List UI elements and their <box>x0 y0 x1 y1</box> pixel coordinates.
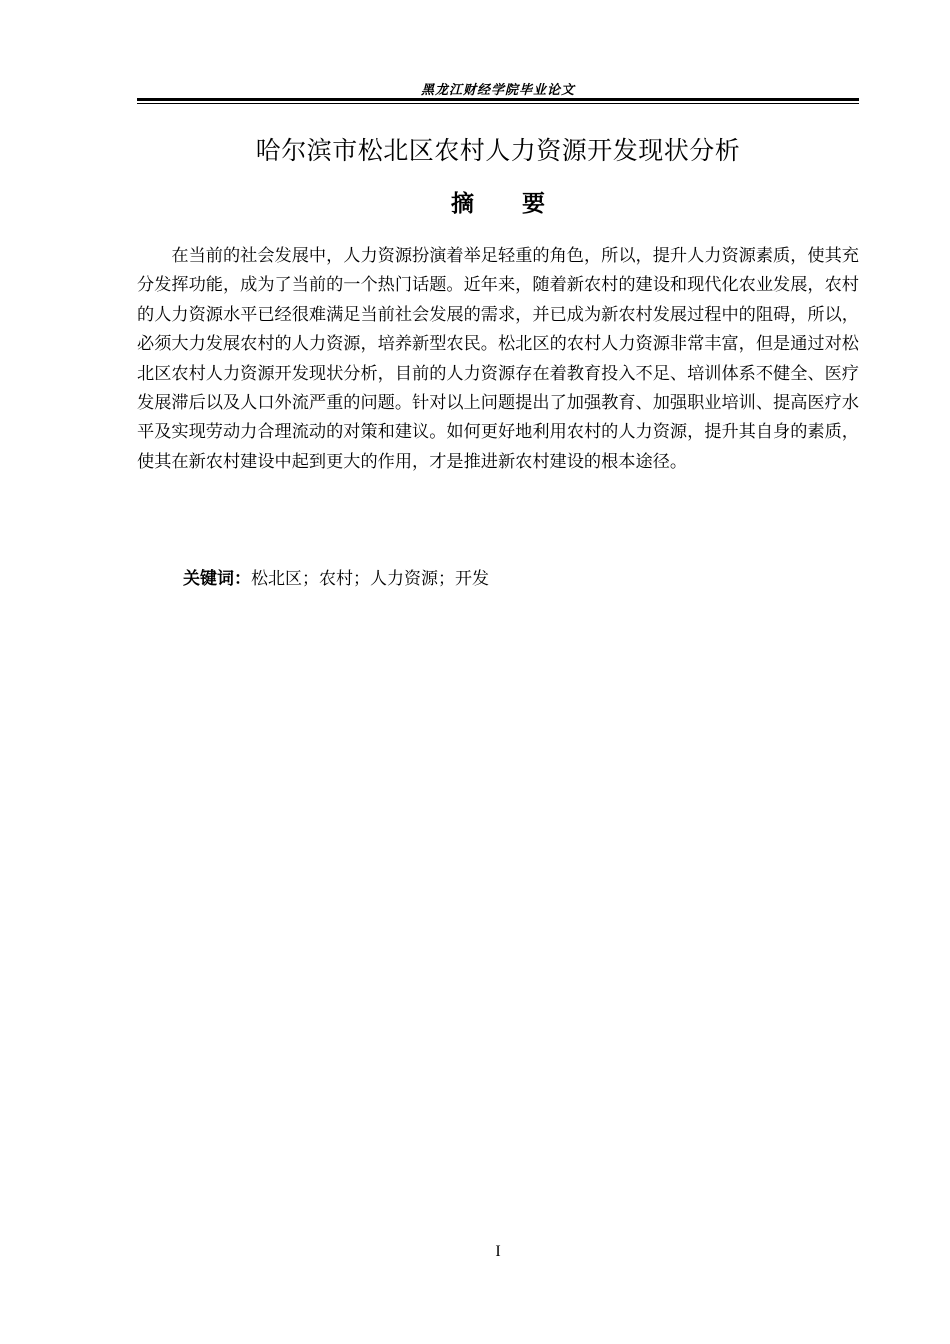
header-rule-thick <box>137 98 859 101</box>
keywords-label: 关键词： <box>183 569 251 589</box>
abstract-heading: 摘要 <box>451 191 593 217</box>
paper-title: 哈尔滨市松北区农村人力资源开发现状分析 <box>255 136 741 165</box>
running-header: 黑龙江财经学院毕业论文 <box>420 83 575 98</box>
page-number: I <box>495 1243 501 1260</box>
header-rule-thin <box>137 103 859 104</box>
keywords-line <box>183 564 489 589</box>
abstract-body: 在当前的社会发展中，人力资源扮演着举足轻重的角色，所以，提升人力资源素质，使其充分发挥功能，成为了当前的一个热门话题。近年来，随着新农村的建设和现代化农业发展，农村的人力资源水平已经很难满足当前社会发展的需求，并已成为新农村发展过程中的阻碍，所以，必须大力发展农村的人力资源，培养新型农民。松北区的农村人力资源非常丰富，但是通过对松北区农村人力资源开发现状分析，目前的人力资源存在着教育投入不足、培训体系不健全、医疗发展滞后以及人口外流严重的问题。针对以上问题提出了加强教育、加强职业培训、提高医疗水平及实现劳动力合理流动的对策和建议。如何更好地利用农村的人力资源，提升其自身的素质，使其在新农村建设中起到更大的作用，才是推进新农村建设的根本途径。 <box>137 246 859 472</box>
keywords-value: 松北区；农村；人力资源；开发 <box>251 569 489 589</box>
